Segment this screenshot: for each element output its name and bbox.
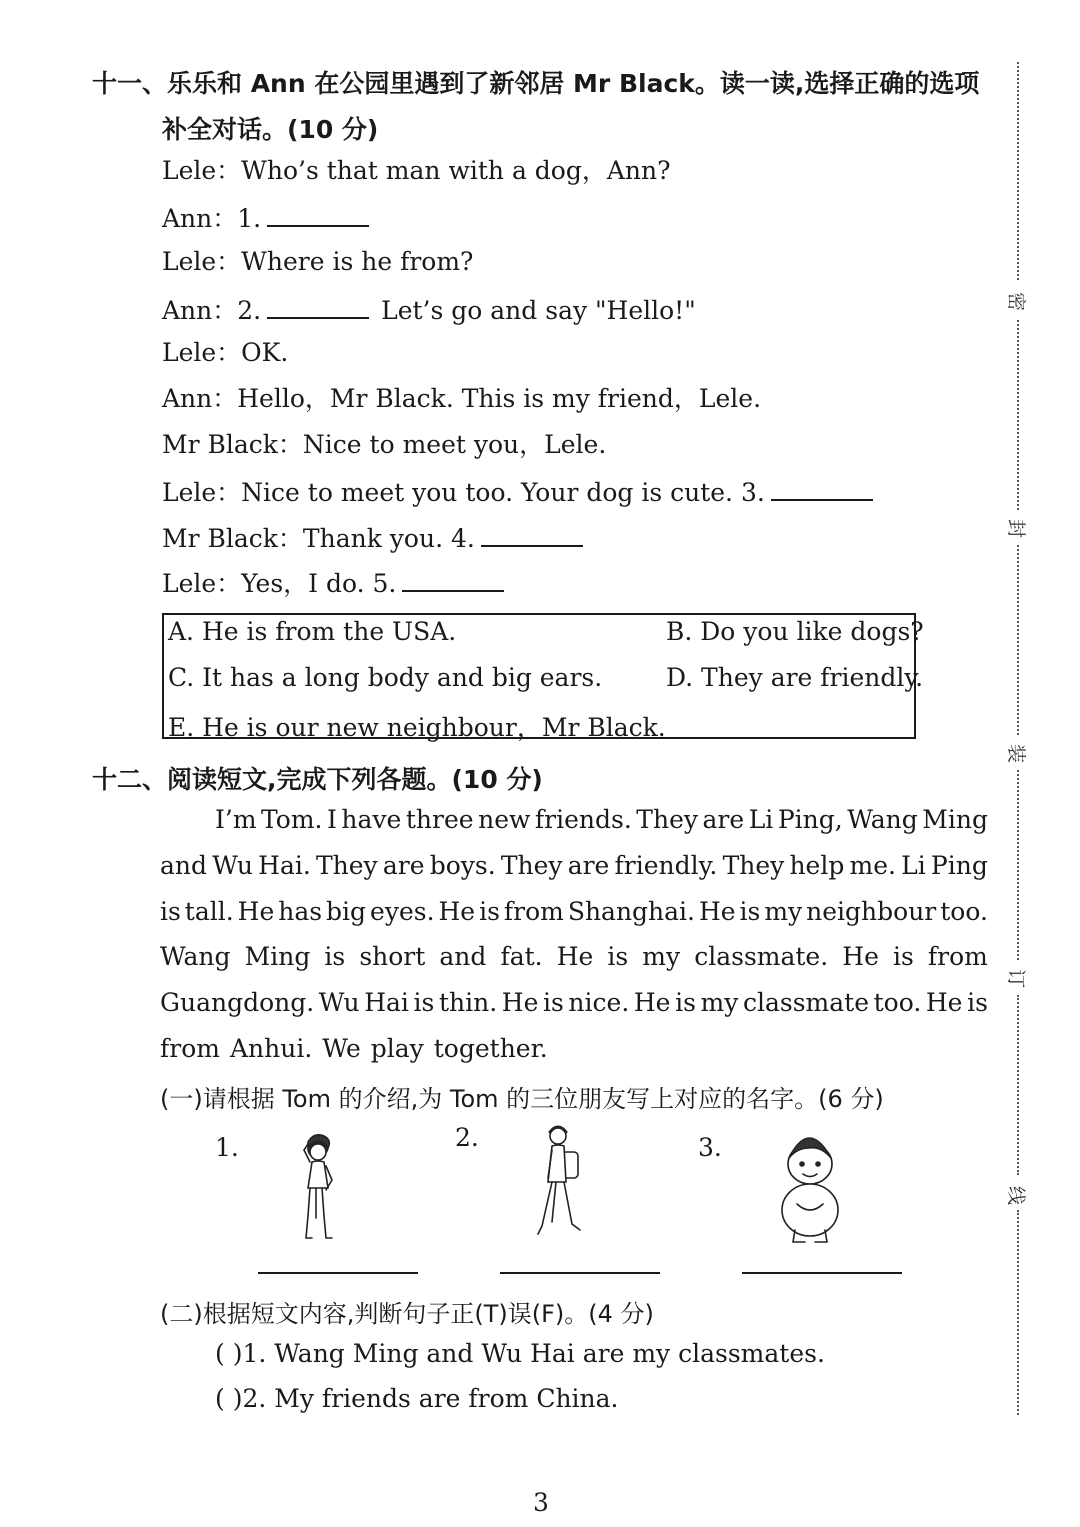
passage-word: eyes.	[370, 897, 435, 926]
binding-dots	[1017, 995, 1019, 1175]
dialogue-line	[162, 295, 696, 323]
passage-line	[160, 897, 988, 926]
tf-item-1	[215, 1341, 825, 1366]
passage-word: classmate.	[694, 942, 829, 971]
passage-word: He	[842, 942, 879, 971]
answer-line-2[interactable]	[500, 1272, 660, 1274]
dialogue-text: Lele：Yes，I do. 5.	[162, 569, 397, 598]
dialogue-text: Ann：1.	[162, 204, 262, 233]
option-e: E. He is our new neighbour，Mr Black.	[168, 713, 666, 742]
option-d: D. They are friendly.	[666, 663, 924, 692]
passage-word: thin.	[438, 988, 498, 1017]
passage-word: Li	[748, 805, 774, 834]
section-12-heading: 十二、阅读短文,完成下列各题。(10 分)	[92, 765, 543, 794]
passage-word: is	[413, 988, 435, 1017]
passage-word: from	[160, 1034, 220, 1063]
passage-word: is	[739, 897, 761, 926]
passage-word: play	[370, 1034, 424, 1063]
dialogue-text: Lele：Where is he from?	[162, 247, 474, 276]
passage-word: Wu	[212, 851, 253, 880]
dialogue-text: Ann：2.	[162, 296, 262, 325]
binding-char-feng: 封	[1005, 518, 1028, 539]
passage-word: is	[479, 897, 500, 926]
picture-number-1: 1.	[215, 1133, 239, 1162]
passage-word: is	[675, 988, 696, 1017]
passage-word: boys.	[429, 851, 496, 880]
passage-word: is	[892, 942, 914, 971]
passage-word: tall.	[184, 897, 234, 926]
passage-line	[160, 851, 988, 880]
picture-number-2: 2.	[455, 1123, 479, 1152]
dialogue-line	[162, 249, 473, 274]
passage-word: big	[326, 897, 367, 926]
answer-line-1[interactable]	[258, 1272, 418, 1274]
tf-item-2	[215, 1386, 619, 1411]
passage-word: I	[327, 805, 337, 834]
passage-word: We	[322, 1034, 361, 1063]
answer-blank[interactable]	[481, 523, 583, 547]
passage-word: together.	[433, 1034, 548, 1063]
passage-word: are	[567, 851, 610, 880]
passage-word: is	[160, 897, 181, 926]
answer-blank[interactable]	[267, 295, 369, 319]
dialogue-line	[162, 203, 369, 231]
answer-blank[interactable]	[402, 568, 504, 592]
option-c: C. It has a long body and big ears.	[168, 663, 603, 692]
passage-word: my	[764, 897, 803, 926]
passage-word: He	[237, 897, 275, 926]
passage-word: I’m	[215, 805, 257, 834]
passage-word: Li	[901, 851, 926, 880]
passage-line	[215, 805, 988, 834]
answer-blank[interactable]	[771, 477, 873, 501]
binding-dots	[1017, 62, 1019, 280]
passage-word: is	[607, 942, 629, 971]
binding-dots	[1017, 320, 1019, 510]
passage-word: is	[542, 988, 564, 1017]
passage-word: They	[722, 851, 785, 880]
passage-word: Ping,	[777, 805, 843, 834]
passage-word: too.	[873, 988, 922, 1017]
option-b: B. Do you like dogs?	[666, 617, 924, 646]
dialogue-line	[162, 340, 288, 365]
passage-word: He	[698, 897, 736, 926]
passage-word: Guangdong.	[160, 988, 315, 1017]
answer-blank[interactable]	[267, 203, 369, 227]
passage-word: three	[405, 805, 474, 834]
tf-paren-1[interactable]: ( )	[215, 1339, 243, 1368]
passage-word: Ming	[922, 805, 988, 834]
dialogue-line	[162, 568, 504, 596]
passage-word: and	[160, 851, 208, 880]
part2-heading: (二)根据短文内容,判断句子正(T)误(F)。(4 分)	[160, 1300, 654, 1328]
dialogue-line	[162, 477, 873, 505]
binding-dots	[1017, 1210, 1019, 1415]
binding-dots	[1017, 545, 1019, 735]
binding-char-ding: 订	[1005, 968, 1028, 989]
passage-word: from	[503, 897, 564, 926]
passage-word: He	[556, 942, 594, 971]
passage-word: He	[925, 988, 963, 1017]
tf-text-2: 2. My friends are from China.	[242, 1384, 619, 1413]
passage-word: nice.	[568, 988, 630, 1017]
passage-word: Anhui.	[229, 1034, 313, 1063]
tf-text-1: 1. Wang Ming and Wu Hai are my classmates.	[242, 1339, 825, 1368]
passage-word: new	[478, 805, 531, 834]
passage-word: is	[967, 988, 988, 1017]
passage-word: me.	[849, 851, 896, 880]
dialogue-line	[162, 158, 671, 183]
passage-word: Wang	[160, 942, 231, 971]
dialogue-text: Lele：OK.	[162, 338, 289, 367]
passage-word: my	[642, 942, 681, 971]
passage-word: They	[500, 851, 563, 880]
dialogue-line	[162, 523, 583, 551]
dialogue-text-after: Let’s go and say "Hello!"	[381, 296, 696, 325]
dialogue-text: Mr Black：Nice to meet you，Lele.	[162, 430, 607, 459]
passage-word: from	[927, 942, 988, 971]
passage-word: friendly.	[614, 851, 718, 880]
passage-word: Ming	[244, 942, 311, 971]
passage-word: Wu	[318, 988, 360, 1017]
section-11-heading-line1: 十一、乐乐和 Ann 在公园里遇到了新邻居 Mr Black。读一读,选择正确的选项	[92, 69, 980, 98]
passage-word: my	[700, 988, 739, 1017]
passage-word: has	[278, 897, 323, 926]
passage-word: friends.	[534, 805, 632, 834]
passage-line	[160, 988, 988, 1017]
passage-word: He	[501, 988, 539, 1017]
page-number: 3	[533, 1488, 549, 1517]
passage-word: too.	[940, 897, 988, 926]
dialogue-line	[162, 386, 761, 411]
binding-char-mi: 密	[1005, 291, 1028, 312]
tall-boy-illustration	[290, 1130, 350, 1245]
passage-word: Wang	[847, 805, 918, 834]
dialogue-line	[162, 432, 606, 457]
passage-word: Shanghai.	[567, 897, 695, 926]
dialogue-text: Mr Black：Thank you. 4.	[162, 524, 475, 553]
passage-word: classmate	[742, 988, 869, 1017]
option-a: A. He is from the USA.	[168, 617, 457, 646]
passage-word: are	[702, 805, 745, 834]
passage-word: Ping	[930, 851, 988, 880]
passage-word: They	[636, 805, 698, 834]
passage-word: fat.	[500, 942, 543, 971]
options-box	[162, 613, 924, 742]
passage-word: He	[633, 988, 671, 1017]
binding-char-zhuang: 装	[1005, 743, 1028, 764]
passage-word: have	[341, 805, 402, 834]
answer-line-3[interactable]	[742, 1272, 902, 1274]
passage-word: He	[438, 897, 476, 926]
binding-char-xian: 线	[1005, 1185, 1028, 1206]
dialogue-text: Ann：Hello，Mr Black. This is my friend，Lele.	[162, 384, 762, 413]
passage-line	[160, 942, 988, 971]
passage-line	[160, 1034, 548, 1063]
passage-word: neighbour	[806, 897, 937, 926]
passage-word: is	[324, 942, 346, 971]
passage-word: They	[315, 851, 378, 880]
dialogue-text: Lele：Who’s that man with a dog，Ann?	[162, 156, 671, 185]
passage-word: Hai	[364, 988, 409, 1017]
picture-number-3: 3.	[698, 1133, 722, 1162]
short-fat-boy-illustration	[775, 1130, 845, 1245]
dialogue-text: Lele：Nice to meet you too. Your dog is cute. 3.	[162, 478, 765, 507]
passage-word: Hai.	[258, 851, 311, 880]
passage-word: short	[359, 942, 426, 971]
passage-word: are	[382, 851, 425, 880]
passage-word: and	[439, 942, 487, 971]
section-11-heading-line2: 补全对话。(10 分)	[162, 115, 379, 144]
passage-word: Tom.	[261, 805, 323, 834]
passage-word: help	[789, 851, 845, 880]
binding-dots	[1017, 770, 1019, 960]
tf-paren-2[interactable]: ( )	[215, 1384, 243, 1413]
part1-heading: (一)请根据 Tom 的介绍,为 Tom 的三位朋友写上对应的名字。(6 分)	[160, 1085, 884, 1113]
walking-boy-illustration	[530, 1120, 590, 1245]
